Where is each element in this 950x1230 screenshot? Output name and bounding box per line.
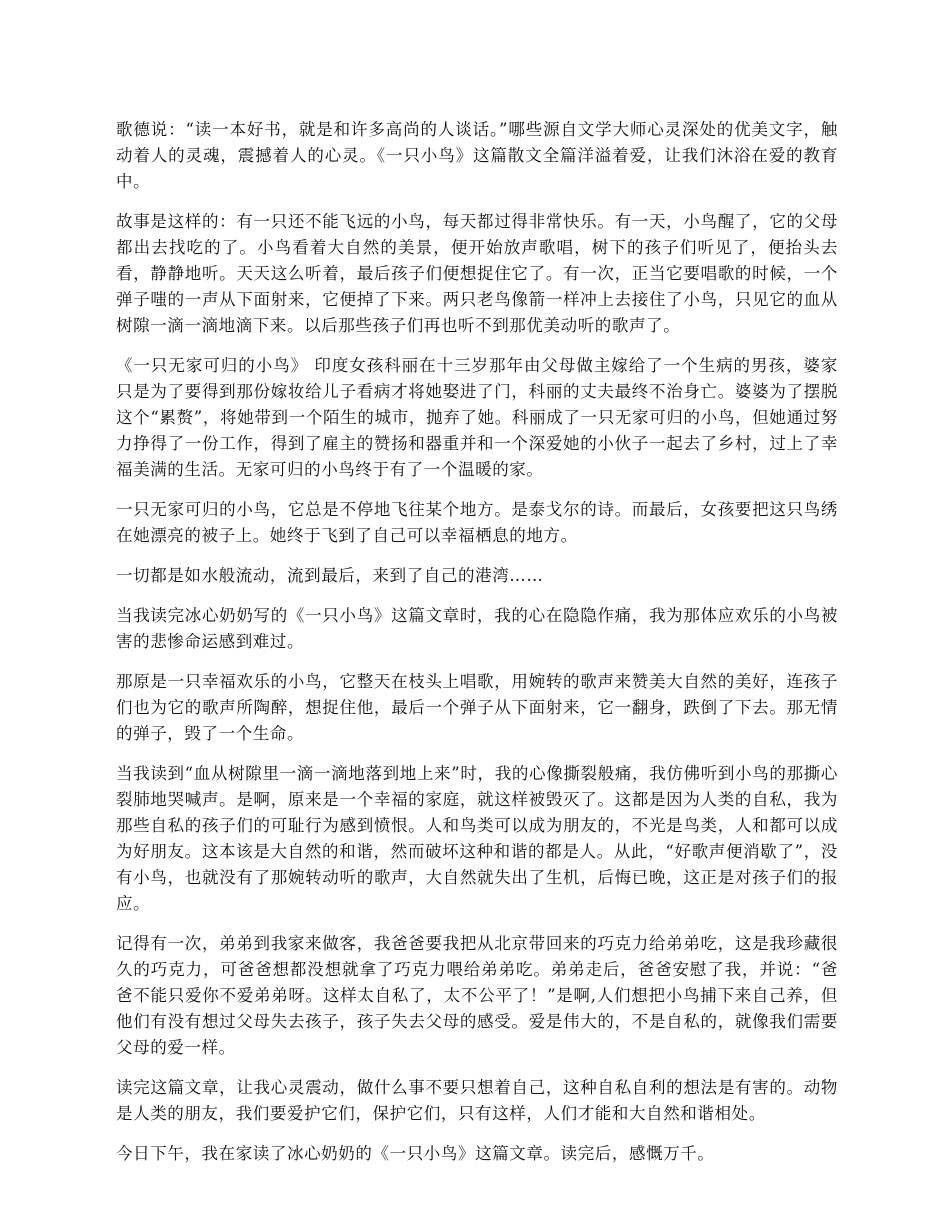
paragraph-story: 故事是这样的：有一只还不能飞远的小鸟，每天都过得非常快乐。有一天，小鸟醒了，它的父母都出去找吃的了。小鸟看着大自然的美景，便开始放声歌唱，树下的孩子们听见了，便抬头去看，静静地听。天天这么听着，最后孩子们便想捉住它了。有一次，正当它要唱歌的时候，一个弹子嗤的一声从下面射来，它便掉了下来。两只老鸟像箭一样冲上去接住了小鸟，只见它的血从树隙一滴一滴地滴下来。以后那些孩子们再也听不到那优美动听的歌声了。 xyxy=(116,212,838,335)
paragraph-conclusion: 读完这篇文章，让我心灵震动，做什么事不要只想着自己，这种自私自利的想法是有害的。动物是人类的朋友，我们要爱护它们，保护它们，只有这样，人们才能和大自然和谐相处。 xyxy=(116,1078,838,1123)
paragraph-memory: 记得有一次，弟弟到我家来做客，我爸爸要我把从北京带回来的巧克力给弟弟吃，这是我珍藏很久的巧克力，可爸爸想都没想就拿了巧克力喂给弟弟吃。弟弟走后，爸爸安慰了我，并说：“爸爸不能只爱你不爱弟弟呀。这样太自私了，太不公平了！”是啊,人们想把小鸟捕下来自己养，但他们有没有想过父母失去孩子，孩子失去父母的感受。爱是伟大的，不是自私的，就像我们需要父母的爱一样。 xyxy=(116,934,838,1057)
paragraph-happy-bird: 那原是一只幸福欢乐的小鸟，它整天在枝头上唱歌，用婉转的歌声来赞美大自然的美好，连孩子们也为它的歌声所陶醉，想捉住他，最后一个弹子从下面射来，它一翻身，跌倒了下去。那无情的弹子，毁了一个生命。 xyxy=(116,672,838,743)
paragraph-intro: 歌德说：“读一本好书，就是和许多高尚的人谈话。”哪些源自文学大师心灵深处的优美文字，触动着人的灵魂，震撼着人的心灵。《一只小鸟》这篇散文全篇洋溢着爱，让我们沐浴在爱的教育中。 xyxy=(116,120,838,191)
paragraph-homeless-bird: 《一只无家可归的小鸟》 印度女孩科丽在十三岁那年由父母做主嫁给了一个生病的男孩，婆家只是为了要得到那份嫁妆给儿子看病才将她娶进了门，科丽的丈夫最终不治身亡。婆婆为了摆脱这个“累赘”，将她带到一个陌生的城市，抛弃了她。科丽成了一只无家可归的小鸟，但她通过努力挣得了一份工作，得到了雇主的赞扬和器重并和一个深爱她的小伙子一起去了乡村，过上了幸福美满的生活。无家可归的小鸟终于有了一个温暖的家。 xyxy=(116,356,838,479)
paragraph-closing: 今日下午，我在家读了冰心奶奶的《一只小鸟》这篇文章。读完后，感慨万千。 xyxy=(116,1144,715,1163)
paragraph-tagore: 一只无家可归的小鸟，它总是不停地飞往某个地方。是泰戈尔的诗。而最后，女孩要把这只鸟绣在她漂亮的被子上。她终于飞到了自己可以幸福栖息的地方。 xyxy=(116,500,838,545)
paragraph-reflection: 当我读到“血从树隙里一滴一滴地落到地上来”时，我的心像撕裂般痛，我仿佛听到小鸟的那撕心裂肺地哭喊声。是啊，原来是一个幸福的家庭，就这样被毁灭了。这都是因为人类的自私，我为那些自私的孩子们的可耻行为感到愤恨。人和鸟类可以成为朋友的，不光是鸟类，人和都可以成为好朋友。这本该是大自然的和谐，然而破坏这种和谐的都是人。从此，“好歌声便消歇了”，没有小鸟，也就没有了那婉转动听的歌声，大自然就失出了生机，后悔已晚，这正是对孩子们的报应。 xyxy=(116,764,838,913)
document-body xyxy=(116,117,838,1181)
paragraph-reading-feeling: 当我读完冰心奶奶写的《一只小鸟》这篇文章时，我的心在隐隐作痛，我为那体应欢乐的小鸟被害的悲惨命运感到难过。 xyxy=(116,606,838,651)
paragraph-harbor: 一切都是如水般流动，流到最后，来到了自己的港湾…… xyxy=(116,566,544,585)
